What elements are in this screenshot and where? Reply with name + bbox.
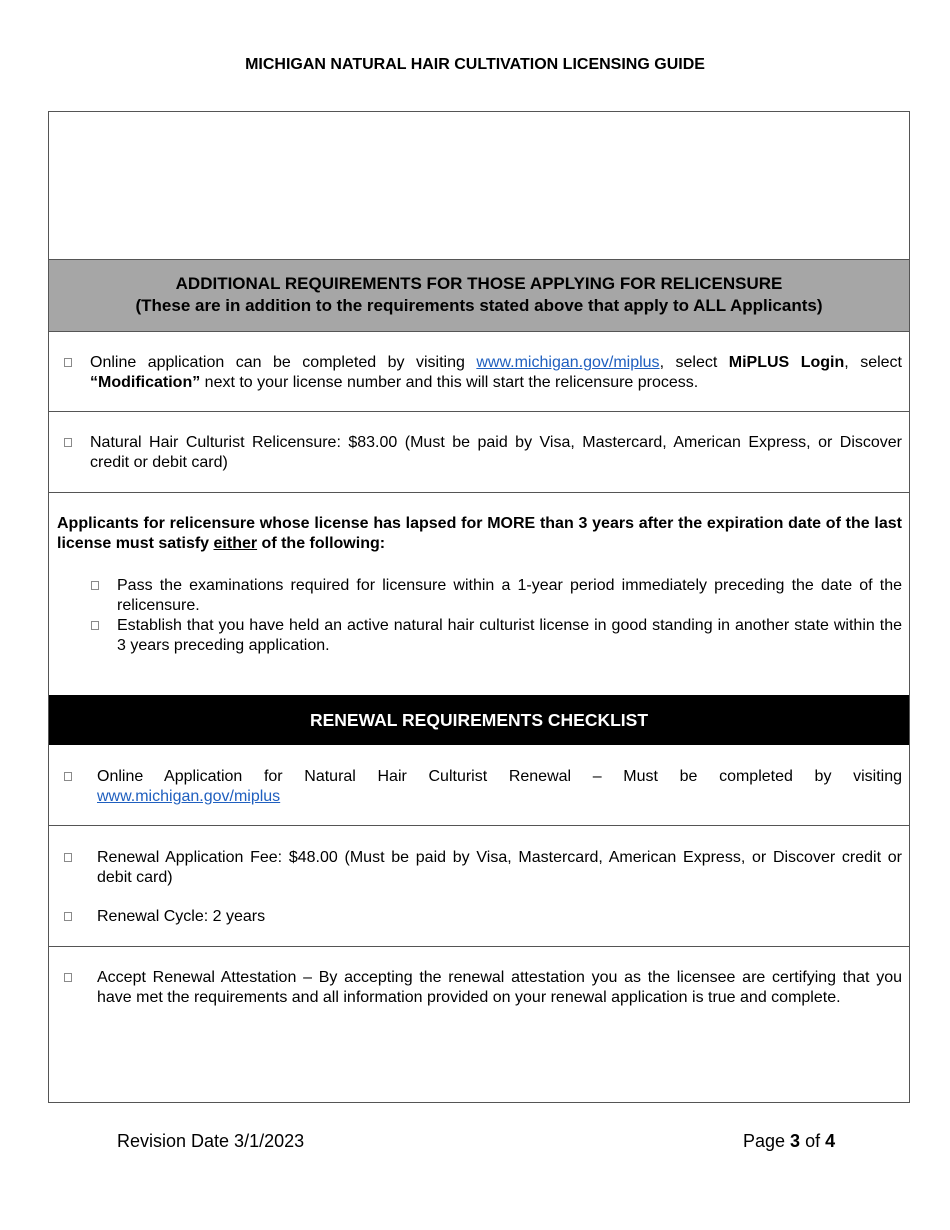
checkbox[interactable] <box>64 912 72 921</box>
checkbox[interactable] <box>91 581 99 590</box>
checkbox[interactable] <box>64 358 72 367</box>
checkbox[interactable] <box>64 772 72 781</box>
divider <box>49 825 909 826</box>
divider <box>49 492 909 493</box>
revision-date: Revision Date 3/1/2023 <box>117 1131 305 1151</box>
renewal-cycle-text: Renewal Cycle: 2 years <box>97 908 266 925</box>
divider <box>49 946 909 947</box>
lapsed-option-text: Establish that you have held an active natural hair culturist license in good standing in another state within the 3 years preceding application. <box>117 617 902 654</box>
document-title: MICHIGAN NATURAL HAIR CULTIVATION LICENSING GUIDE <box>245 56 705 73</box>
renewal-online-text: Online Application for Natural Hair Culturist Renewal – Must be completed by visiting <box>97 768 902 785</box>
relicensure-heading-subtitle: (These are in addition to the requirements stated above that apply to ALL Applicants) <box>135 296 823 315</box>
requirements-frame <box>48 111 910 1103</box>
relicensure-heading <box>49 259 909 332</box>
relicensure-online-text: Online application can be completed by visiting www.michigan.gov/miplus, select MiPLUS Login, select “Modification” next to your license number and this will start the relicensure process. <box>90 354 902 391</box>
miplus-link[interactable]: www.michigan.gov/miplus <box>476 354 660 371</box>
renewal-fee-text: Renewal Application Fee: $48.00 (Must be paid by Visa, Mastercard, American Express, or Discover credit or debit card) <box>97 849 902 886</box>
renewal-link-line <box>97 787 902 807</box>
relicensure-heading-title: ADDITIONAL REQUIREMENTS FOR THOSE APPLYING FOR RELICENSURE <box>175 274 783 293</box>
renewal-heading: RENEWAL REQUIREMENTS CHECKLIST <box>49 695 909 745</box>
lapsed-intro-text: Applicants for relicensure whose license has lapsed for MORE than 3 years after the expiration date of the last license must satisfy either of the following: <box>57 515 902 552</box>
page-number: Page 3 of 4 <box>743 1131 836 1151</box>
checkbox[interactable] <box>91 621 99 630</box>
miplus-link[interactable]: www.michigan.gov/miplus <box>97 788 281 805</box>
relicensure-fee-text: Natural Hair Culturist Relicensure: $83.00 (Must be paid by Visa, Mastercard, American Express, or Discover credit or debit card) <box>90 434 902 471</box>
checkbox[interactable] <box>64 853 72 862</box>
checkbox[interactable] <box>64 973 72 982</box>
lapsed-option-text: Pass the examinations required for licensure within a 1-year period immediately preceding the date of the relicensure. <box>117 577 902 614</box>
divider <box>49 411 909 412</box>
checkbox[interactable] <box>64 438 72 447</box>
renewal-attestation-text: Accept Renewal Attestation – By accepting the renewal attestation you as the licensee are certifying that you have met the requirements and all information provided on your renewal application is true and complete. <box>97 969 902 1006</box>
